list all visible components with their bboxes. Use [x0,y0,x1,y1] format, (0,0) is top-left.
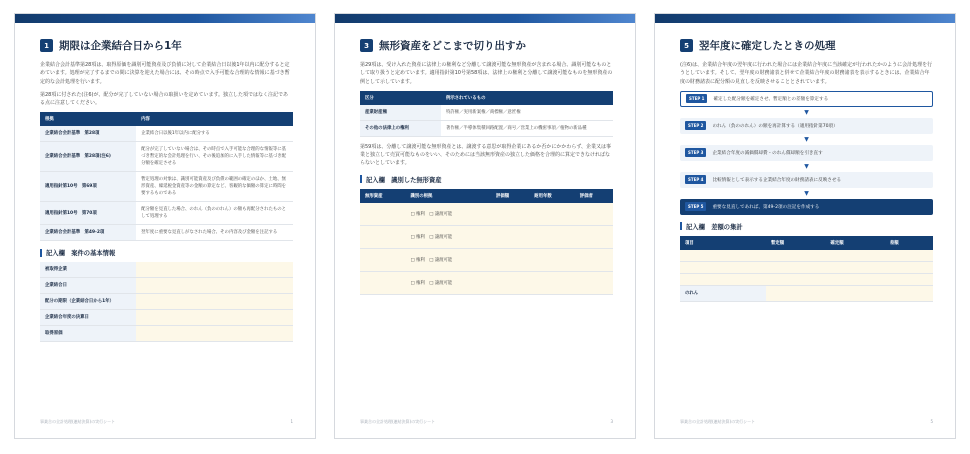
entry-check[interactable]: □ 権利 □ 譲渡可能 [405,249,491,272]
page-footer [40,419,293,425]
table-header: 区分 [360,91,441,105]
entry-field[interactable] [136,294,293,310]
table-header: 識別の根拠 [405,189,491,203]
entry-label: 企業結合年度の決算日 [40,310,136,326]
step-box [680,118,933,134]
entry-check[interactable]: □ 権利 □ 譲渡可能 [405,203,491,226]
arrow-down-icon: ▼ [804,162,809,170]
entry-field[interactable] [766,274,825,286]
step-badge: STEP 3 [685,148,706,157]
entry-field[interactable] [575,203,613,226]
entry-field[interactable] [825,262,884,274]
entry-field[interactable] [885,274,933,286]
table-cell: 企業結合会計基準 第28項 [40,126,136,142]
entry-field[interactable] [766,262,825,274]
arrow-down-icon: ▼ [804,108,809,116]
section-title: 無形資産をどこまで切り出すか [379,40,526,52]
section-heading [40,38,293,53]
table-header: 確定額 [825,236,884,250]
table-header: 根拠 [40,112,136,126]
table-cell: 適用指針第10号 第70項 [40,202,136,225]
entry-field[interactable] [885,286,933,302]
table-header: 暫定額 [766,236,825,250]
table-cell: 配分額を見直した場合、のれん（負ののれん）の額も再配分されたものとして処理する [136,202,293,225]
entry-title: 記入欄 差額の集計 [686,223,743,231]
entry-field[interactable] [360,272,405,295]
entry-row [360,272,613,295]
section-number: 3 [360,39,373,52]
entry-field[interactable] [825,274,884,286]
page-3 [334,13,636,439]
step-box [680,91,933,107]
step-text: 確定した配分額を確定させ、暫定額との差額を算定する [713,96,829,102]
table-header: 内容 [136,112,293,126]
entry-field[interactable] [136,262,293,278]
entry-row [360,203,613,226]
table-row [360,120,613,136]
entry-row [680,286,933,302]
entry-row [360,249,613,272]
entry-label: のれん [680,286,766,302]
entry-row [40,310,293,326]
table-header: 例示されているもの [441,91,613,105]
entry-label: 配分の期限（企業結合日から1年） [40,294,136,310]
entry-check[interactable]: □ 権利 □ 譲渡可能 [405,272,491,295]
step-box [680,199,933,215]
table-header: 評価者 [575,189,613,203]
page-header-bar [655,14,955,23]
entry-field[interactable] [680,250,766,262]
entry-field[interactable] [825,286,884,302]
table-cell: その他の法律上の権利 [360,120,441,136]
table-cell: 配分が完了していない場合は、その時点で入手可能な合理的な情報等に基づき暫定的な会計処理を行い、その後追加的に入手した情報等に基づき配分額を確定させる [136,142,293,172]
heading-accent [680,222,682,230]
table-row [40,172,293,202]
entry-field[interactable] [529,249,574,272]
heading-accent [360,175,362,183]
table-cell: 企業結合会計基準 第28項(注6) [40,142,136,172]
section-heading [680,38,933,53]
entry-title: 記入欄 案件の基本情報 [46,250,116,258]
section-number: 5 [680,39,693,52]
entry-field[interactable] [766,250,825,262]
page-number: 3 [610,419,613,424]
step-badge: STEP 5 [685,202,706,211]
entry-table [360,189,613,296]
paragraph: 第28項に付された(注6)が、配分が完了していない場合の取扱いを定めています。独立した項ではなく注記である点に注意してください。 [40,91,289,107]
table-cell: 産業財産権 [360,105,441,121]
arrow-down-icon: ▼ [804,189,809,197]
entry-field[interactable] [575,272,613,295]
entry-field[interactable] [360,203,405,226]
table-row [40,202,293,225]
table-cell: 著作権／半導体集積回路配置／商号／営業上の機密事項／植物の新品種 [441,120,613,136]
paragraph: 第29項は、受け入れた資産に法律上の権利など分離して譲渡可能な無形資産が含まれる場合、識別可能なものとして取り扱うと定めています。適用指針第10号第58項は、法律上の権利と分離して譲渡可能なものを無形資産の例として示しています。 [360,62,613,85]
paragraph: (注6)は、企業結合年度の翌年度に行われた場合には企業結合年度に当該確定が行われたかのように会計処理を行うとしています。そして、翌年度の財務諸表と併せて企業結合年度の財務諸表を表示するときには、企業結合年度の財務諸表に配分額の見直しを反映させることとされています。 [680,62,933,85]
entry-field[interactable] [491,249,529,272]
entry-label: 企業結合日 [40,278,136,294]
entry-field[interactable] [680,274,766,286]
page-header-bar [15,14,315,23]
entry-heading [40,248,293,257]
step-text: のれん（負ののれん）の額を再計算する（適用指針第70項） [712,123,838,129]
entry-row [680,262,933,274]
entry-row [680,250,933,262]
paragraph: 第59項は、分離して譲渡可能な無形資産とは、譲渡する意思が取得企業にあるか否かにかかわらず、企業又は事業と独立して売買可能なものをいい、そのためには当該無形資産の独立した価格を合理的に算定できなければならないとしています。 [360,143,611,167]
heading-accent [40,249,42,257]
entry-heading [680,222,933,231]
entry-table [40,262,293,342]
entry-field[interactable] [680,262,766,274]
entry-check[interactable]: □ 権利 □ 譲渡可能 [405,226,491,249]
table-cell: 暫定処理の対象は、識別可能資産及び負債の範囲の確定のほか、土地、無形資産、繰延税金資産等の金額の算定など、客観的な価額の算定に時間を要するものである [136,172,293,202]
section-number: 1 [40,39,53,52]
entry-field[interactable] [575,226,613,249]
table-cell: 翌年度に重要な見直しがなされた場合、その内容及び金額を注記する [136,225,293,241]
entry-heading [360,175,613,184]
table-cell: 特許権／実用新案権／商標権／意匠権 [441,105,613,121]
page-number: 1 [290,419,293,424]
entry-field[interactable] [529,203,574,226]
entry-field[interactable] [529,272,574,295]
page-header-bar [335,14,635,23]
table-row [360,105,613,121]
entry-field[interactable] [575,249,613,272]
entry-field[interactable] [529,226,574,249]
table-row [40,142,293,172]
entry-field[interactable] [491,226,529,249]
entry-field[interactable] [136,326,293,342]
entry-row [40,262,293,278]
reference-table [40,112,293,241]
entry-label: 被取得企業 [40,262,136,278]
table-row [40,126,293,142]
entry-label: 取得原価 [40,326,136,342]
entry-field[interactable] [491,272,529,295]
step-text: 重要な見直しであれば、第49-2項の注記を作成する [712,204,820,210]
table-cell: 企業結合日以後1年以内に配分する [136,126,293,142]
reference-table [360,91,613,137]
page-footer [360,419,613,425]
table-cell: 適用指針第10号 第69項 [40,172,136,202]
entry-table [680,236,933,303]
entry-field[interactable] [885,262,933,274]
entry-field[interactable] [136,310,293,326]
step-text: 企業結合年度の減価償却費・のれん償却額を引き直す [712,150,823,156]
table-header: 差額 [885,236,933,250]
page-footer [680,419,933,425]
page-5 [654,13,956,439]
table-cell: 企業結合会計基準 第49-2項 [40,225,136,241]
entry-row [680,274,933,286]
entry-field[interactable] [766,286,825,302]
entry-title: 記入欄 識別した無形資産 [366,176,442,184]
entry-field[interactable] [491,203,529,226]
entry-field[interactable] [360,249,405,272]
step-box [680,172,933,188]
section-title: 翌年度に確定したときの処理 [699,40,836,52]
footer-text: 事業合の全計処理(連結決算)の実行シート [40,419,116,424]
section-heading [360,38,613,53]
table-header: 耐用年数 [529,189,574,203]
paragraph: 企業結合会計基準第28項は、取得原価を識別可能資産及び負債に対して企業結合日以後1年以内に配分すると定めています。処理が完了するまでの間に決算を迎えた場合には、その時点で入手可能な合理的な情報に基づき暫定的な会計処理を行います。 [40,62,290,85]
entry-row [360,226,613,249]
step-badge: STEP 2 [685,121,706,130]
step-badge: STEP 1 [686,94,707,103]
entry-field[interactable] [885,250,933,262]
entry-row [40,278,293,294]
entry-field[interactable] [136,278,293,294]
entry-row [40,326,293,342]
footer-text: 事業合の全計処理(連結決算)の実行シート [680,419,756,424]
arrow-down-icon: ▼ [804,135,809,143]
table-header: 無形資産 [360,189,405,203]
entry-field[interactable] [360,226,405,249]
footer-text: 事業合の全計処理(連結決算)の実行シート [360,419,436,424]
step-badge: STEP 4 [685,175,706,184]
table-row [40,225,293,241]
step-text: 比較情報として表示する企業結合年度の財務諸表に反映させる [712,177,842,183]
page-1 [14,13,316,439]
entry-field[interactable] [825,250,884,262]
section-title: 期限は企業結合日から1年 [59,40,182,52]
table-header: 評価額 [491,189,529,203]
page-number: 5 [930,419,933,424]
step-box [680,145,933,161]
entry-row [40,294,293,310]
step-flow [680,91,933,215]
table-header: 項目 [680,236,766,250]
